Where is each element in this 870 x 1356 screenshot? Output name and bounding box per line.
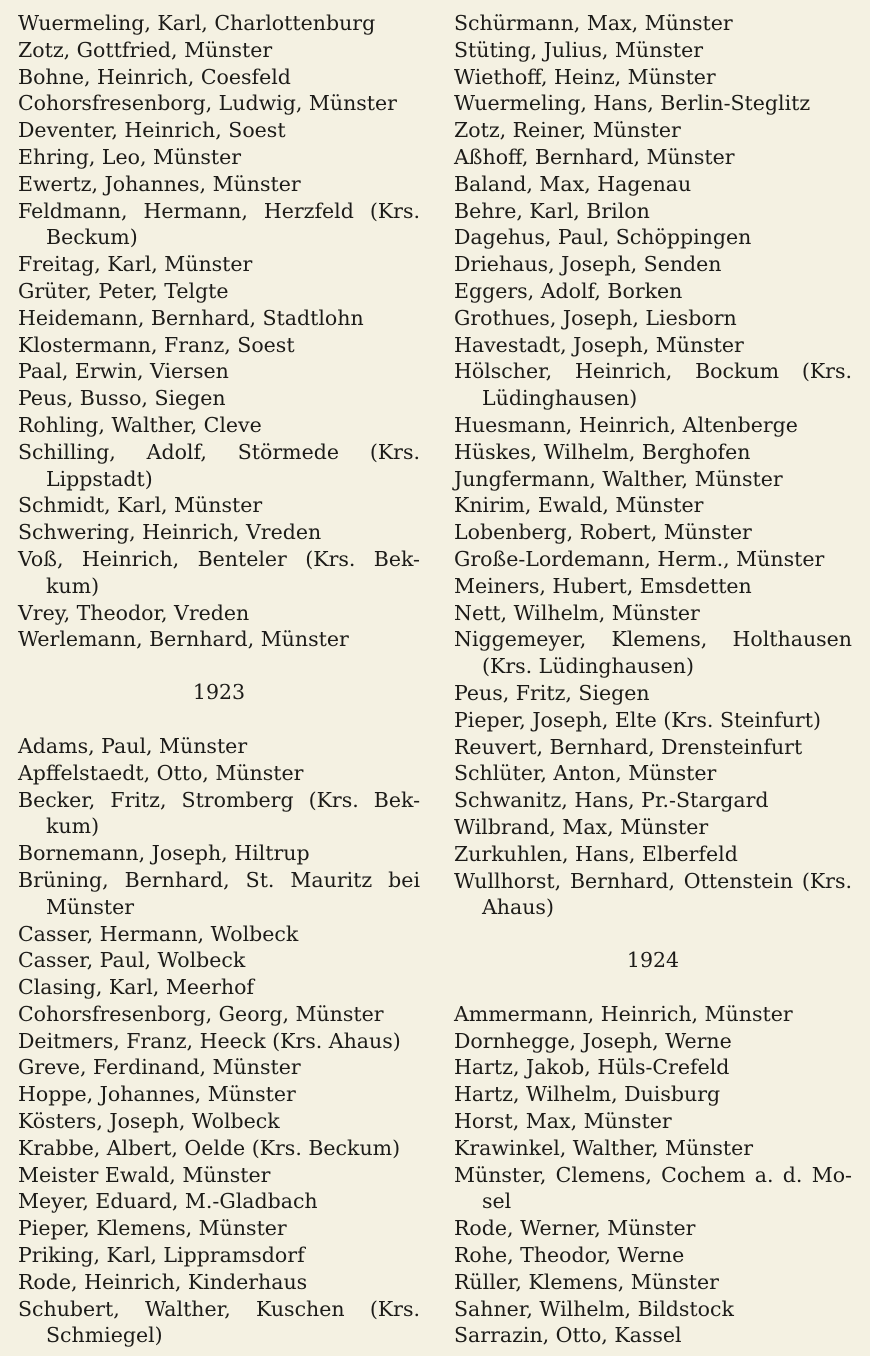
year-heading-1923: 1923	[192, 680, 246, 705]
list-item: Meister Ewald, Münster	[18, 1162, 271, 1187]
list-item: Sahner, Wilhelm, Bildstock	[454, 1296, 734, 1321]
list-item: Bornemann, Joseph, Hiltrup	[18, 841, 310, 866]
list-item: Dagehus, Paul, Schöppingen	[454, 225, 752, 250]
list-item: Wuermeling, Karl, Charlottenburg	[18, 11, 376, 35]
list-item: Aßhoff, Bernhard, Münster	[454, 144, 735, 169]
list-item: Grothues, Joseph, Liesborn	[454, 305, 737, 330]
list-item: Hüskes, Wilhelm, Berghofen	[454, 439, 751, 464]
list-item: Lobenberg, Robert, Münster	[454, 520, 752, 545]
left-column	[18, 10, 420, 1349]
list-item: Cohorsfresenborg, Georg, Münster	[18, 1001, 384, 1026]
list-item: Schwering, Heinrich, Vreden	[18, 520, 322, 545]
list-item: Huesmann, Heinrich, Altenberge	[454, 412, 798, 437]
list-item: Sarrazin, Otto, Kassel	[454, 1323, 682, 1348]
list-item: Zurkuhlen, Hans, Elberfeld	[454, 841, 738, 866]
list-item: Priking, Karl, Lippramsdorf	[18, 1243, 305, 1268]
list-item: Hölscher, Heinrich, Bockum (Krs. Lüdinghausen)	[454, 359, 852, 411]
list-item: Freitag, Karl, Münster	[18, 252, 253, 277]
list-item: Deitmers, Franz, Heeck (Krs. Ahaus)	[18, 1028, 401, 1053]
two-column-layout	[18, 10, 852, 1349]
list-item: Bohne, Heinrich, Coesfeld	[18, 64, 291, 89]
list-item: Zotz, Reiner, Münster	[454, 118, 681, 143]
list-item: Pieper, Klemens, Münster	[18, 1216, 287, 1241]
list-item: Ehring, Leo, Münster	[18, 144, 242, 169]
list-item: Apffelstaedt, Otto, Münster	[18, 760, 304, 785]
list-item: Rüller, Klemens, Münster	[454, 1269, 719, 1294]
name-list-1923	[18, 733, 420, 1349]
list-item: Ammermann, Heinrich, Münster	[454, 1001, 793, 1026]
list-item: Feldmann, Hermann, Herzfeld (Krs. Beckum)	[18, 198, 420, 250]
list-item: Schilling, Adolf, Störmede (Krs. Lippstadt)	[18, 439, 420, 491]
list-item: Jungfermann, Walther, Münster	[454, 466, 783, 491]
list-item: Clasing, Karl, Meerhof	[18, 975, 255, 1000]
list-item: Meyer, Eduard, M.-Gladbach	[18, 1189, 318, 1214]
list-item: Hoppe, Johannes, Münster	[18, 1082, 296, 1107]
list-item: Wuermeling, Hans, Berlin-Steglitz	[454, 91, 811, 116]
list-item: Ewertz, Johannes, Münster	[18, 171, 301, 196]
list-item: Meiners, Hubert, Emsdetten	[454, 573, 752, 598]
list-item: Vrey, Theodor, Vreden	[18, 600, 250, 625]
list-item: Casser, Hermann, Wolbeck	[18, 921, 299, 946]
list-item: Becker, Fritz, Stromberg (Krs. Bek-kum)	[18, 787, 420, 839]
list-item: Schlüter, Anton, Münster	[454, 761, 717, 786]
list-item: Greve, Ferdinand, Münster	[18, 1055, 301, 1080]
list-item: Baland, Max, Hagenau	[454, 171, 692, 196]
list-item: Wiethoff, Heinz, Münster	[454, 64, 716, 89]
list-item: Cohorsfresenborg, Ludwig, Münster	[18, 91, 397, 116]
list-item: Münster, Clemens, Cochem a. d. Mo-sel	[454, 1162, 852, 1214]
name-list-1924	[454, 1001, 852, 1349]
list-item: Krawinkel, Walther, Münster	[454, 1135, 754, 1160]
list-item: Rohe, Theodor, Werne	[454, 1243, 685, 1268]
list-item: Dornhegge, Joseph, Werne	[454, 1028, 732, 1053]
list-item: Peus, Busso, Siegen	[18, 386, 226, 411]
right-column	[454, 10, 852, 1349]
list-item: Rohling, Walther, Cleve	[18, 412, 262, 437]
list-item: Schwanitz, Hans, Pr.-Stargard	[454, 788, 769, 813]
list-item: Eggers, Adolf, Borken	[454, 278, 683, 303]
list-item: Klostermann, Franz, Soest	[18, 332, 295, 357]
list-item: Heidemann, Bernhard, Stadtlohn	[18, 305, 364, 330]
list-item: Zotz, Gottfried, Münster	[18, 37, 273, 62]
year-heading-1924: 1924	[626, 948, 680, 973]
list-item: Peus, Fritz, Siegen	[454, 680, 650, 705]
list-item: Wilbrand, Max, Münster	[454, 814, 709, 839]
list-item: Pieper, Joseph, Elte (Krs. Steinfurt)	[454, 707, 821, 732]
list-item: Hartz, Jakob, Hüls-Crefeld	[454, 1055, 730, 1080]
left-name-list-continued	[18, 10, 420, 653]
list-item: Große-Lordemann, Herm., Münster	[454, 546, 825, 571]
list-item: Stüting, Julius, Münster	[454, 37, 704, 62]
list-item: Paal, Erwin, Viersen	[18, 359, 229, 384]
list-item: Driehaus, Joseph, Senden	[454, 252, 722, 277]
list-item: Behre, Karl, Brilon	[454, 198, 650, 223]
list-item: Nett, Wilhelm, Münster	[454, 600, 700, 625]
list-item: Grüter, Peter, Telgte	[18, 278, 229, 303]
list-item: Havestadt, Joseph, Münster	[454, 332, 744, 357]
list-item: Krabbe, Albert, Oelde (Krs. Beckum)	[18, 1135, 401, 1160]
list-item: Rode, Heinrich, Kinderhaus	[18, 1269, 308, 1294]
list-item: Knirim, Ewald, Münster	[454, 493, 704, 518]
list-item: Adams, Paul, Münster	[18, 733, 248, 758]
list-item: Niggemeyer, Klemens, Holthausen (Krs. Lüdinghausen)	[454, 627, 852, 679]
list-item: Brüning, Bernhard, St. Mauritz bei Münster	[18, 867, 420, 919]
list-item: Horst, Max, Münster	[454, 1109, 672, 1134]
list-item: Werlemann, Bernhard, Münster	[18, 627, 349, 652]
list-item: Hartz, Wilhelm, Duisburg	[454, 1082, 721, 1107]
list-item: Schmidt, Karl, Münster	[18, 493, 263, 518]
list-item: Schubert, Walther, Kuschen (Krs. Schmiegel)	[18, 1296, 420, 1348]
list-item: Rode, Werner, Münster	[454, 1216, 696, 1241]
list-item: Reuvert, Bernhard, Drensteinfurt	[454, 734, 803, 759]
list-item: Kösters, Joseph, Wolbeck	[18, 1109, 280, 1134]
list-item: Wullhorst, Bernhard, Ottenstein (Krs. Ahaus)	[454, 868, 852, 920]
list-item: Schürmann, Max, Münster	[454, 11, 733, 35]
list-item: Casser, Paul, Wolbeck	[18, 948, 246, 973]
list-item: Deventer, Heinrich, Soest	[18, 118, 286, 143]
list-item: Voß, Heinrich, Benteler (Krs. Bek-kum)	[18, 546, 420, 598]
right-name-list-1922	[454, 10, 852, 921]
